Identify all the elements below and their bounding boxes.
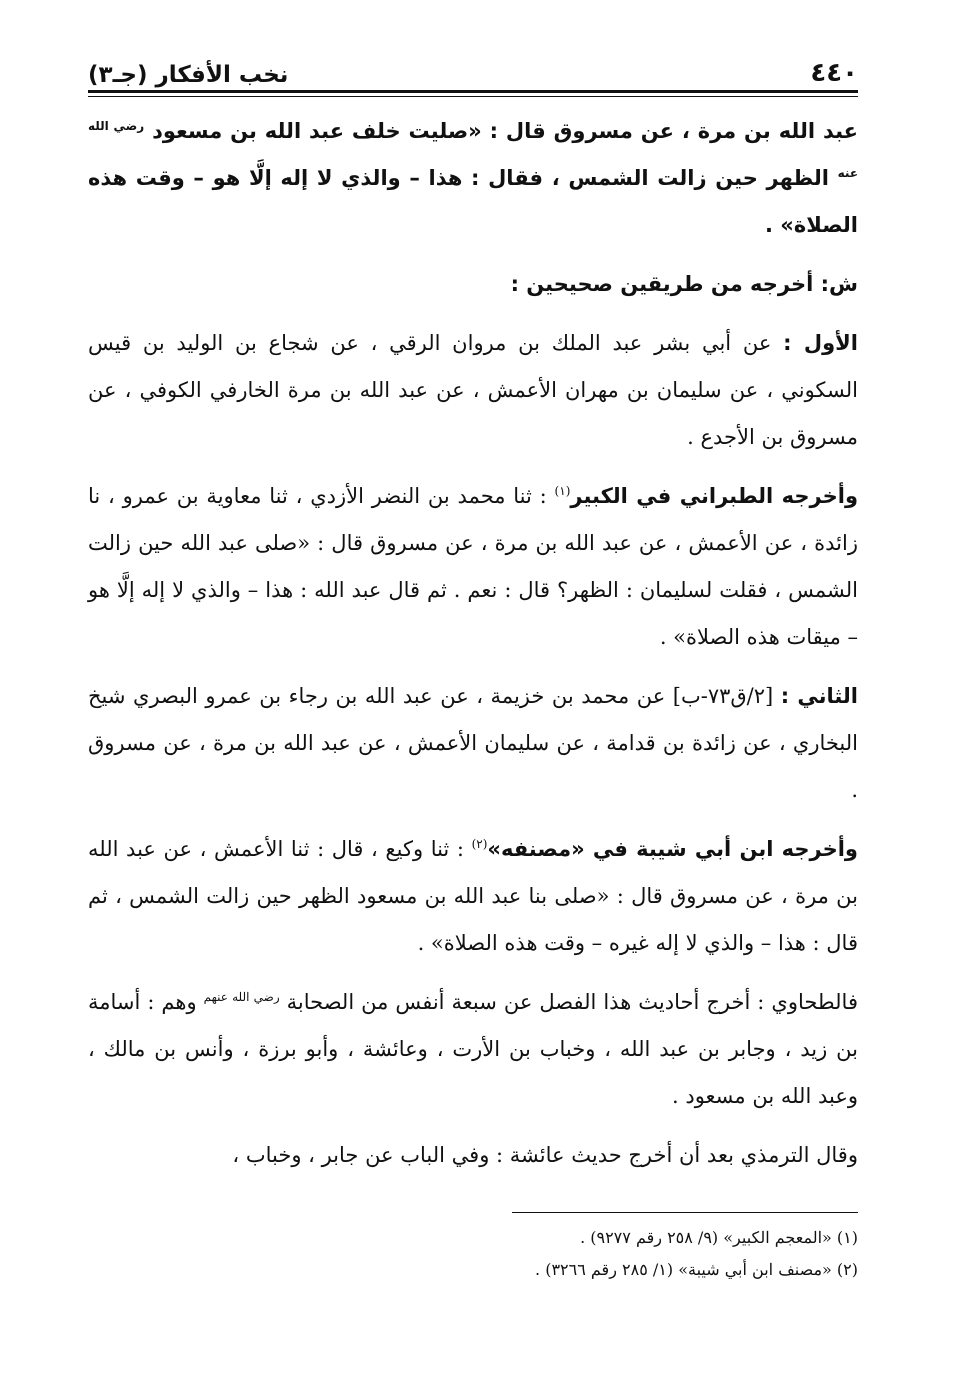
paragraph-tahawi: [88, 979, 858, 1120]
header-rule-thick: [88, 90, 858, 93]
paragraph-ibn-abi-shayba: [88, 826, 858, 967]
page-header: [88, 36, 858, 88]
honorific-plural: رضي الله عنهم: [203, 990, 280, 1004]
ibn-abi-shayba-text: : ثنا وكيع ، قال : ثنا الأعمش ، عن عبد الله بن مرة ، عن مسروق قال : «صلى بنا عبد الله بن مسعود الظهر حين زالت الشمس ، ثم قال : هذا – والذي لا إله غيره – وقت هذه الصلاة» .: [88, 837, 858, 955]
sharh-text: ش: أخرجه من طريقين صحيحين :: [510, 272, 858, 296]
footnote-1: (١) «المعجم الكبير» (٩/ ٢٥٨ رقم ٩٢٧٧) .: [580, 1228, 858, 1247]
tirmidhi-text: وقال الترمذي بعد أن أخرج حديث عائشة : وفي الباب عن جابر ، وخباب ،: [232, 1143, 858, 1167]
running-title: نخب الأفكار (جـ٣): [88, 62, 289, 88]
header-rule-thin: [88, 96, 858, 97]
first-route-text: عن أبي بشر عبد الملك بن مروان الرقي ، عن شجاع بن الوليد بن قيس السكوني ، عن سليمان بن مهران الأعمش ، عن عبد الله بن مرة الخارفي الكوفي ، عن مسروق بن الأجدع .: [88, 331, 858, 449]
footnote-2: (٢) «مصنف ابن أبي شيبة» (١/ ٢٨٥ رقم ٣٢٦٦) .: [535, 1260, 858, 1279]
tahawi-text-tail: وهم : أسامة بن زيد ، وجابر بن عبد الله ، وخباب بن الأرت ، وعائشة ، وأبو برزة ، وأنس بن مالك ، وعبد الله بن مسعود .: [88, 990, 858, 1108]
tahawi-text: فالطحاوي : أخرج أحاديث هذا الفصل عن سبعة أنفس من الصحابة: [286, 990, 858, 1014]
hadith-text-tail: الظهر حين زالت الشمس ، فقال : هذا – والذي لا إله إلَّا هو – وقت هذه الصلاة» .: [88, 166, 858, 237]
ibn-abi-shayba-heading: وأخرجه ابن أبي شيبة في «مصنفه»: [487, 837, 858, 861]
body-text: [88, 108, 858, 1191]
footnotes: [88, 1222, 858, 1286]
paragraph-tirmidhi: [88, 1132, 858, 1179]
footnote-ref-1[interactable]: (١): [554, 484, 571, 498]
paragraph-hadith: [88, 108, 858, 249]
page-number: ٤٤٠: [810, 58, 858, 88]
second-route-heading: الثاني :: [780, 684, 859, 708]
paragraph-sharh: [88, 261, 858, 308]
paragraph-second-route: [88, 673, 858, 814]
paragraph-tabarani: [88, 473, 858, 661]
footnote-separator: [512, 1212, 858, 1213]
tabarani-text: : ثنا محمد بن النضر الأزدي ، ثنا معاوية بن عمرو ، نا زائدة ، عن الأعمش ، عن عبد الله بن مرة ، عن مسروق قال : «صلى عبد الله حين زالت الشمس ، فقلت لسليمان : الظهر؟ قال : نعم . ثم قال عبد الله : هذا – والذي لا إله إلَّا هو – ميقات هذه الصلاة» .: [88, 484, 858, 649]
footnote-ref-2[interactable]: (٢): [471, 837, 488, 851]
paragraph-first-route: [88, 320, 858, 461]
tabarani-heading: وأخرجه الطبراني في الكبير: [570, 484, 858, 508]
honorific: رضي الله عنه: [88, 119, 859, 180]
first-route-heading: الأول :: [783, 331, 858, 355]
hadith-text: عبد الله بن مرة ، عن مسروق قال : «صليت خلف عبد الله بن مسعود: [152, 119, 858, 143]
second-route-text: [٢/ق٧٣-ب] عن محمد بن خزيمة ، عن عبد الله بن رجاء بن عمرو البصري شيخ البخاري ، عن زائدة بن قدامة ، عن سليمان الأعمش ، عن عبد الله بن مرة ، عن مسروق .: [88, 684, 858, 802]
